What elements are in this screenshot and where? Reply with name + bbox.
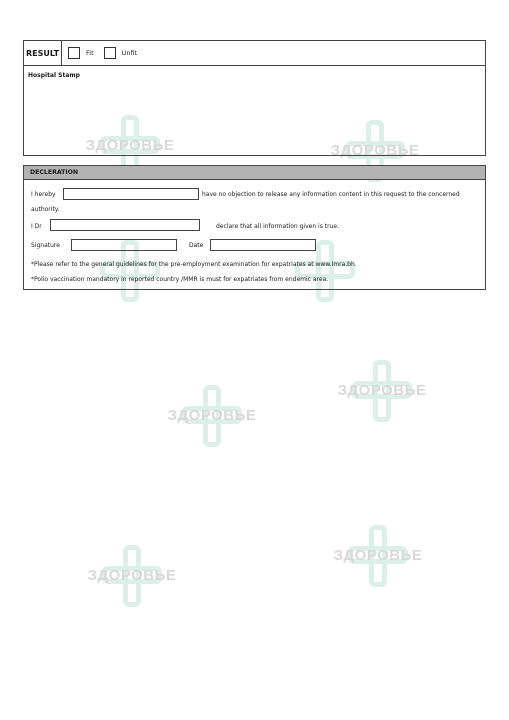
line2-suffix: declare that all information given is true.	[216, 223, 339, 230]
line1-prefix: I hereby	[31, 191, 56, 198]
fit-label: Fit	[86, 49, 94, 57]
watermark-text: ЗДОРОВЬЕ	[337, 382, 427, 399]
result-section	[23, 40, 486, 156]
watermark-text: ЗДОРОВЬЕ	[330, 142, 420, 159]
unfit-label: Unfit	[121, 49, 138, 57]
doctor-name-field[interactable]	[50, 219, 200, 231]
declaration-heading: DECLERATION	[24, 166, 485, 180]
note-guidelines: *Please refer to the general guidelines for the pre-employment examination for expatriates at www.lmra.bh.	[31, 261, 357, 268]
watermark-text: ЗДОРОВЬЕ	[333, 547, 423, 564]
cross-icon	[364, 360, 400, 422]
declaration-section	[23, 165, 486, 290]
result-row	[24, 41, 485, 66]
hereby-name-field[interactable]	[63, 188, 199, 200]
cross-icon	[194, 385, 230, 447]
watermark-text: ЗДОРОВЬЕ	[85, 137, 175, 154]
date-field[interactable]	[210, 239, 316, 251]
line1-continuation: authority.	[31, 206, 60, 213]
note-polio: *Polio vaccination mandatory in reported country /MMR is must for expatriates from endemic area.	[31, 276, 329, 283]
hospital-stamp-label: Hospital Stamp	[28, 72, 80, 79]
signature-field[interactable]	[71, 239, 177, 251]
watermark-text: ЗДОРОВЬЕ	[87, 567, 177, 584]
watermark	[328, 525, 428, 605]
unfit-checkbox[interactable]	[104, 47, 116, 59]
watermark	[332, 360, 432, 440]
signature-label: Signature	[31, 242, 60, 249]
cross-icon	[360, 525, 396, 587]
result-label: RESULT	[24, 41, 62, 65]
watermark-text: ЗДОРОВЬЕ	[167, 407, 257, 424]
date-label: Date	[189, 242, 204, 249]
watermark	[82, 545, 182, 625]
fit-checkbox[interactable]	[68, 47, 80, 59]
line2-prefix: I Dr	[31, 223, 42, 230]
line1-suffix: have no objection to release any information content in this request to the concerned	[202, 191, 460, 198]
cross-icon	[114, 545, 150, 607]
watermark	[162, 385, 262, 465]
